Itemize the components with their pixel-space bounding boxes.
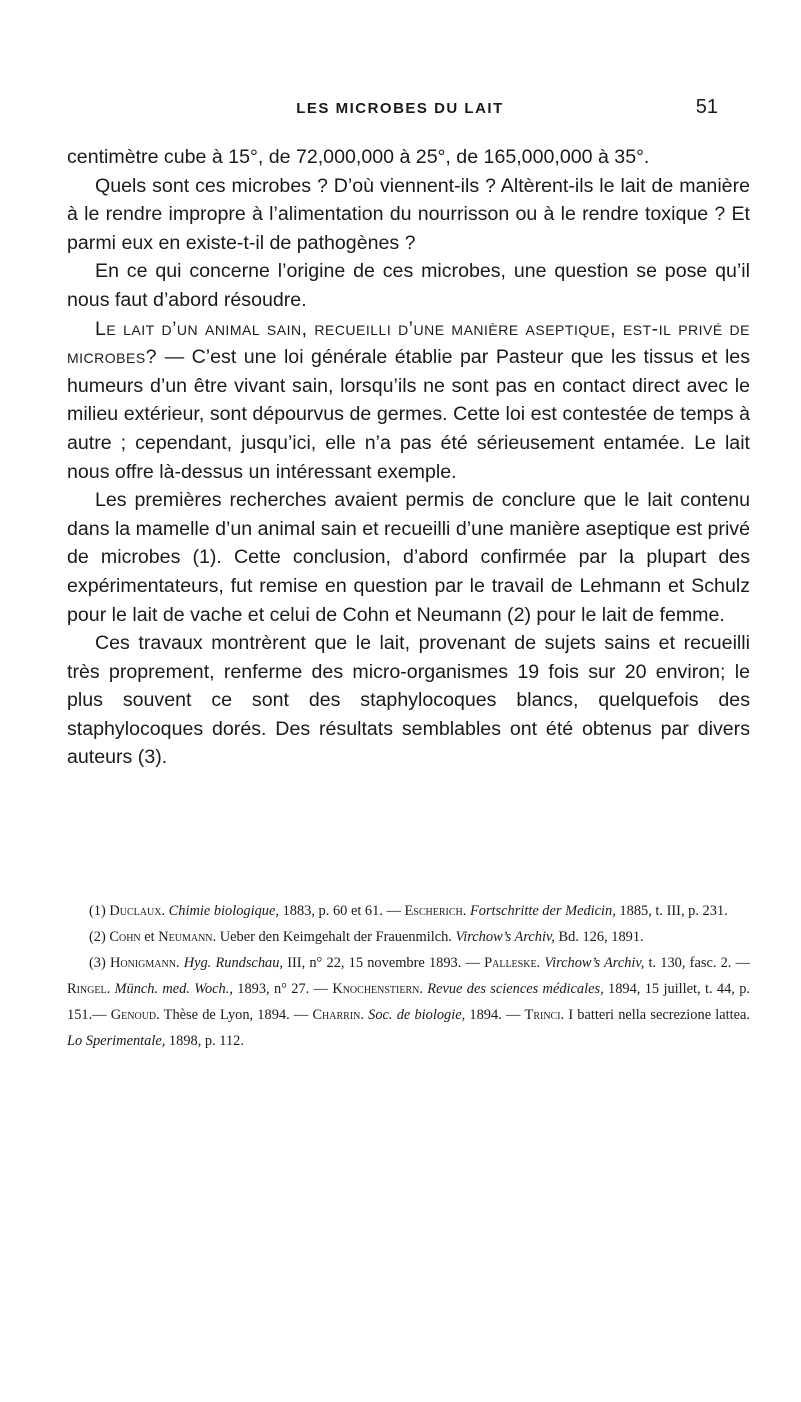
author-name: Charrin. <box>312 1007 364 1023</box>
footnote-text: 1898, p. 112. <box>165 1033 244 1049</box>
publication-title: Virchow’s Archiv, <box>544 955 645 971</box>
publication-title: Chimie biologique, <box>168 903 279 919</box>
footnote-3 <box>67 950 750 1054</box>
author-name: Duclaux. <box>109 903 166 919</box>
page-number: 51 <box>695 96 718 118</box>
running-title: LES MICROBES DU LAIT <box>296 100 504 117</box>
footnote-text: Bd. 126, 1891. <box>554 929 644 945</box>
paragraph-3: En ce qui concerne l’origine de ces microbes, une question se pose qu’il nous faut d’abord résoudre. <box>67 260 750 311</box>
author-name: Honigmann. <box>109 955 180 971</box>
publication-title: Revue des sciences médicales, <box>427 981 604 997</box>
footnote-text: Ueber den Keimgehalt der Frauenmilch. <box>216 929 456 945</box>
paragraph-4 <box>67 315 750 487</box>
footnote-number: (2) <box>89 929 110 945</box>
paragraph-5: Les premières recherches avaient permis de conclure que le lait contenu dans la mamelle d’un animal sain et recueilli d’une manière aseptique est privé de microbes (1). Cette conclusion, d’abord confirmée par la plupart des expérimentateurs, fut remise en question par le travail de Lehmann et Schulz pour le lait de vache et celui de Cohn et Neumann (2) pour le lait de femme. <box>67 489 750 626</box>
footnote-text: 1885, t. III, p. 231. <box>615 903 728 919</box>
footnote-number: (1) <box>89 903 110 919</box>
author-name: Palleske. <box>484 955 541 971</box>
footnotes <box>67 898 750 1054</box>
author-name: Neumann. <box>158 929 217 945</box>
page-header <box>40 98 760 128</box>
author-name: Knochenstiern. <box>332 981 423 997</box>
footnote-text: III, n° 22, 15 novembre 1893. — <box>283 955 485 971</box>
paragraph-2: Quels sont ces microbes ? D’où viennent-ils ? Altèrent-ils le lait de manière à le rendre impropre à l’alimentation du nourrisson ou à le rendre toxique ? Et parmi eux en existe-t-il de pathogènes ? <box>67 174 750 254</box>
paragraph-6: Ces travaux montrèrent que le lait, provenant de sujets sains et recueilli très proprement, renferme des micro-organismes 19 fois sur 20 environ; le plus souvent ce sont des staphylocoques blancs, quelquefois des staphylocoques dorés. Des résultats semblables ont été obtenus par divers auteurs (3). <box>67 632 750 769</box>
footnote-text: 1894, 15 juillet, t. 44, p. 151.— <box>67 981 750 1023</box>
footnote-text: Thèse de Lyon, 1894. — <box>159 1007 313 1023</box>
publication-title: Fortschritte der Medicin, <box>469 903 616 919</box>
section-heading: Le lait d’un animal sain, recueilli d’une manière aseptique, est-il privé de microbes? <box>67 317 750 369</box>
footnote-text: 1894. — <box>465 1007 525 1023</box>
footnote-text: t. 130, fasc. 2. — <box>644 955 750 971</box>
footnote-text: et <box>140 929 159 945</box>
footnote-text: I batteri nella secrezione lattea. <box>564 1007 751 1023</box>
author-name: Genoud. <box>110 1007 160 1023</box>
footnote-text: 1883, p. 60 et 61. — <box>278 903 405 919</box>
paragraph-1: centimètre cube à 15°, de 72,000,000 à 25°, de 165,000,000 à 35°. <box>67 146 650 168</box>
footnote-number: (3) <box>89 955 110 971</box>
footnote-1 <box>67 898 750 924</box>
footnote-text: 1893, n° 27. — <box>232 981 333 997</box>
publication-title: Lo Sperimentale, <box>67 1033 166 1049</box>
footnote-2 <box>67 924 750 950</box>
publication-title: Virchow’s Archiv, <box>455 929 555 945</box>
paragraph-4-text: — C’est une loi générale établie par Pasteur que les tissus et les humeurs d’un être vivant sain, lorsqu’ils ne sont pas en contact direct avec le milieu extérieur, sont dépourvus de germes. Cette loi est contestée de temps à autre ; cependant, jusqu’ici, elle n’a pas été sérieusement entamée. Le lait nous offre là-dessus un intéressant exemple. <box>67 346 750 483</box>
author-name: Ringel. <box>67 981 111 997</box>
publication-title: Münch. med. Woch., <box>114 981 233 997</box>
author-name: Trinci. <box>524 1007 565 1023</box>
author-name: Cohn <box>109 929 141 945</box>
main-text <box>67 143 750 772</box>
author-name: Escherich. <box>404 903 467 919</box>
publication-title: Soc. de biologie, <box>368 1007 466 1023</box>
publication-title: Hyg. Rundschau, <box>183 955 284 971</box>
